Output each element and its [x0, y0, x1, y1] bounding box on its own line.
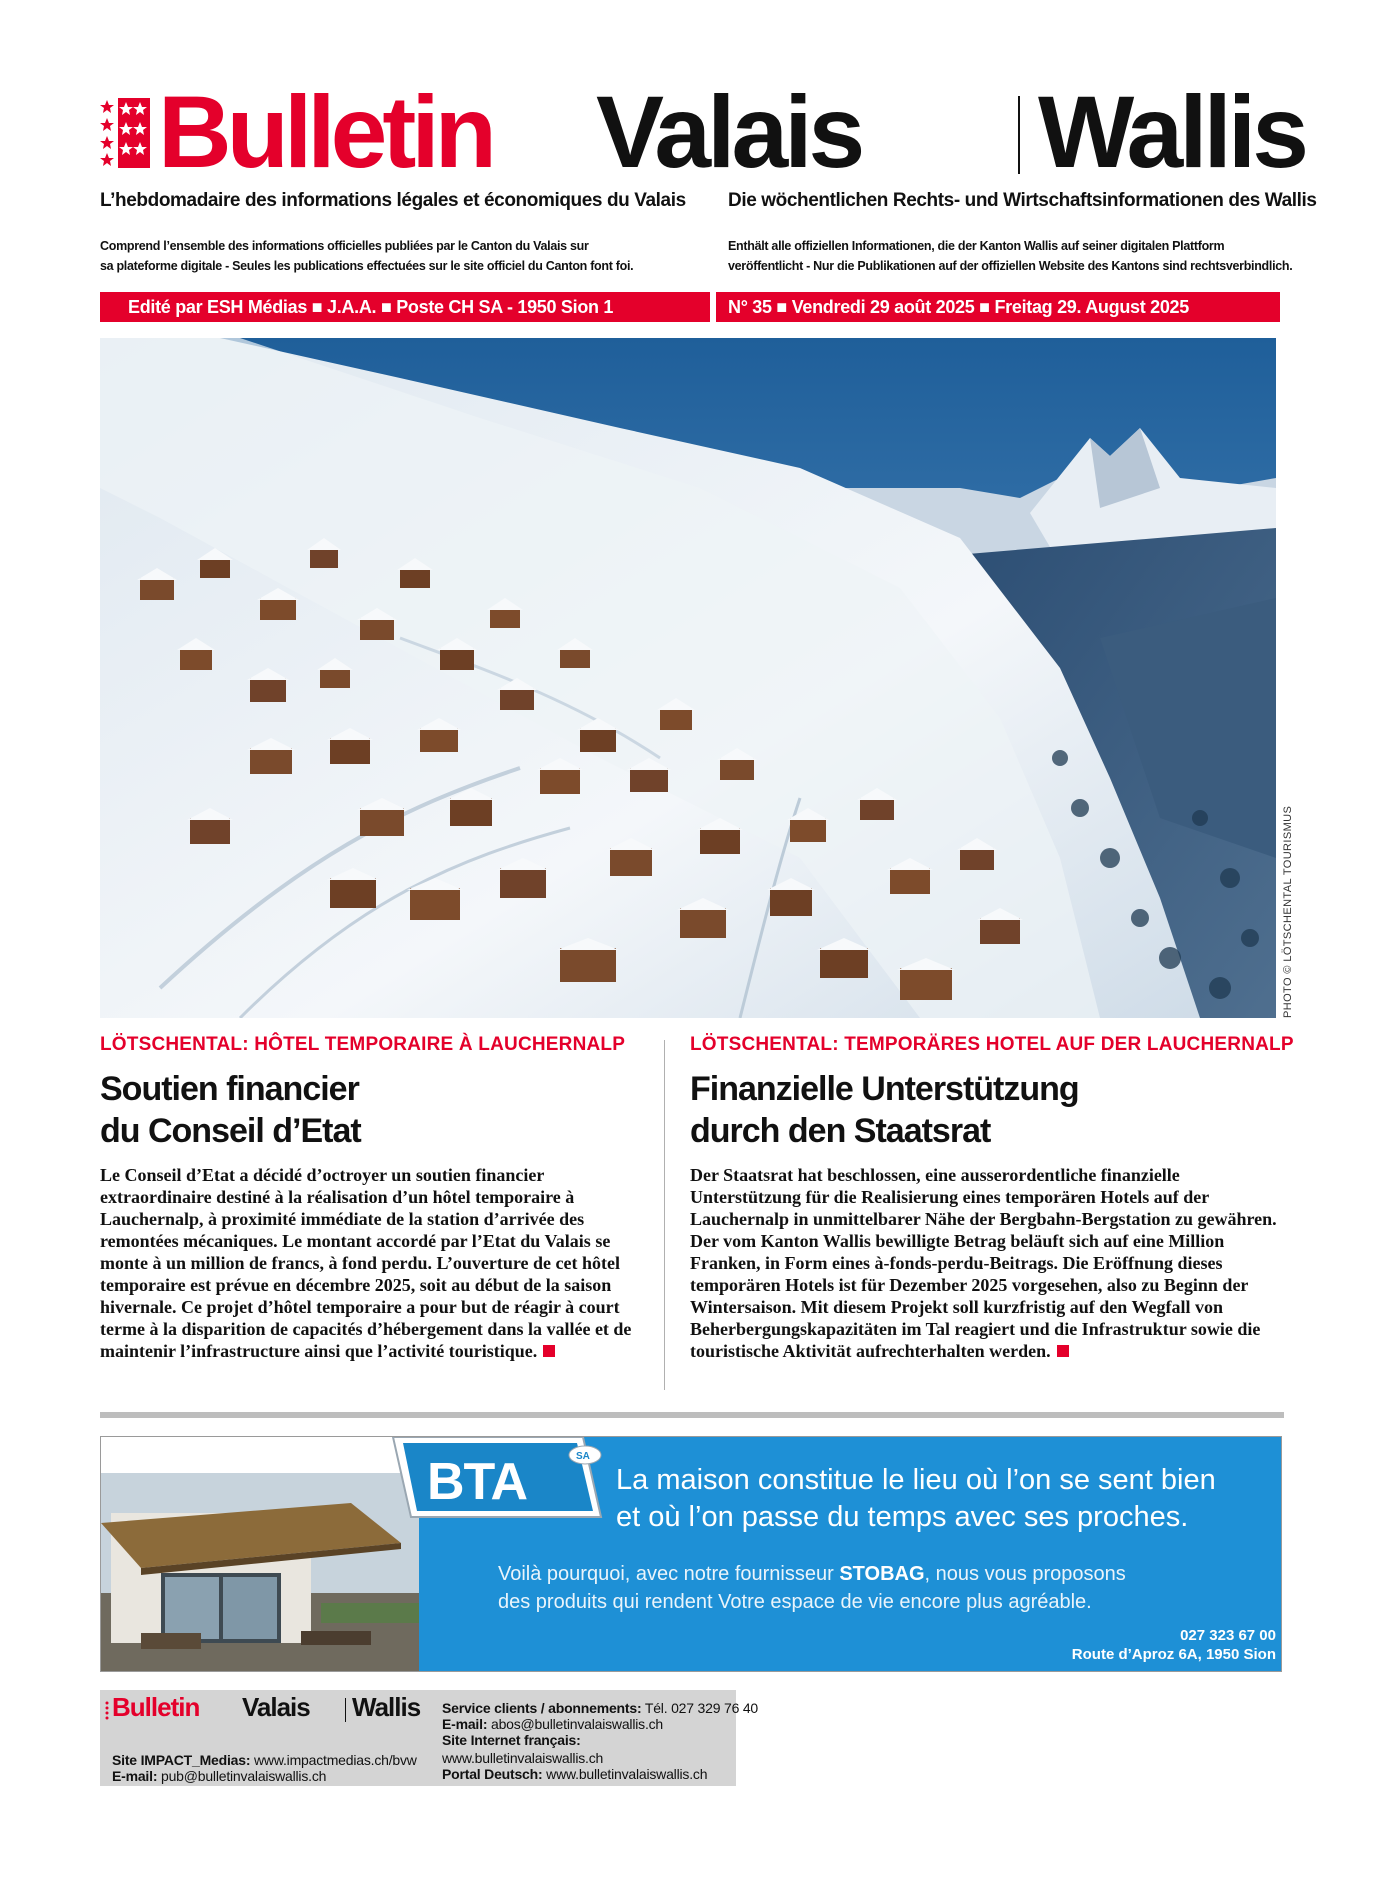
- footer-impact-label: Site IMPACT_Medias:: [112, 1752, 251, 1768]
- bta-logo: [387, 1437, 617, 1537]
- subtitle-fr-line1: Comprend l’ensemble des informations officielles publiées par le Canton du Valais sur: [100, 239, 589, 253]
- article-de-body: [690, 1164, 1284, 1362]
- footer-site-fr-label-text: Site Internet français:: [442, 1732, 581, 1748]
- article-fr-body: [100, 1164, 648, 1362]
- footer-brand-bulletin: Bulletin: [112, 1692, 200, 1722]
- article-de-headline-line2: durch den Staatsrat: [690, 1112, 991, 1150]
- ad-headline-line1: La maison constitue le lieu où l’on se sent bien: [616, 1464, 1216, 1496]
- article-fr-headline-line2: du Conseil d’Etat: [100, 1112, 361, 1150]
- article-de-kicker: LÖTSCHENTAL: TEMPORÄRES HOTEL AUF DER LAUCHERNALP: [690, 1034, 1294, 1055]
- bta-logo-sa: SA: [576, 1451, 590, 1462]
- masthead-separator: [1018, 96, 1020, 174]
- footer-brand-wallis: Wallis: [352, 1692, 421, 1722]
- article-de-headline: [690, 1068, 1079, 1152]
- footer-service-phone[interactable]: Tél. 027 329 76 40: [644, 1700, 759, 1716]
- hero-photo-lauchernalp: [100, 338, 1276, 1018]
- footer-brand-valais: Valais: [242, 1692, 310, 1722]
- issue-bar-divider: [710, 292, 716, 322]
- section-separator: [100, 1412, 1284, 1418]
- footer-portal-de-label: Portal Deutsch:: [442, 1766, 543, 1782]
- footer-impact-site: [112, 1752, 417, 1768]
- bta-logo-text: BTA: [427, 1453, 528, 1511]
- footer-email-label: E-mail:: [442, 1716, 488, 1732]
- footer-email-link[interactable]: abos@bulletinvalaiswallis.ch: [490, 1716, 664, 1732]
- tagline-fr: L’hebdomadaire des informations légales et économiques du Valais: [100, 190, 686, 211]
- canton-stars-icon: [100, 98, 150, 168]
- footer-portal-de-link[interactable]: www.bulletinvalaiswallis.ch: [546, 1766, 708, 1782]
- ad-text-line1-a: Voilà pourquoi, avec notre fournisseur: [498, 1563, 840, 1585]
- article-fr-body-text: Le Conseil d’Etat a décidé d’octroyer un soutien financier extraordinaire destiné à la réalisation d’un hôtel temporaire à Lauchernalp, à proximité immédiate de la station d’arrivée des remontées mécaniques. Le montant accordé par l’Etat du Valais se monte à un million de francs, à fond perdu. L’ouverture de cet hôtel temporaire est prévue en décembre 2025, soit au début de la saison hivernale. Ce projet d’hôtel temporaire a pour but de réagir à court terme à la disparition de capacités d’hébergement dans la vallée et de maintenir l’infrastructure ainsi que l’activité touristique.: [100, 1165, 632, 1361]
- ad-text-line1: [498, 1560, 1126, 1588]
- ad-address: Route d’Aproz 6A, 1950 Sion: [1071, 1646, 1276, 1663]
- tagline-de: Die wöchentlichen Rechts- und Wirtschaftsinformationen des Wallis: [728, 190, 1317, 211]
- footer-brand-separator: [345, 1698, 346, 1722]
- ad-headline-line2: et où l’on passe du temps avec ses proches.: [616, 1501, 1189, 1533]
- article-de-body-text: Der Staatsrat hat beschlossen, eine ausserordentliche finanzielle Unterstützung für die Realisierung eines temporären Hotels auf der Lauchernalp in unmittelbarer Nähe der Bergbahn-Bergstation zu gewähren. Der vom Kanton Wallis bewilligte Betrag beläuft sich auf eine Million Franken, in Form eines à-fonds-perdu-Beitrags. Die Eröffnung dieses temporären Hotels ist für Dezember 2025 vorgesehen, also zu Beginn der Wintersaison. Mit diesem Projekt soll kurzfristig auf den Wegfall von Beherbergungskapazitäten im Tal reagiert und die Infrastruktur sowie die touristische Aktivität aufrechterhalten werden.: [690, 1165, 1277, 1361]
- subtitle-fr: [100, 236, 700, 276]
- footer-stars-icon: [104, 1700, 110, 1720]
- issue-bar-date: N° 35 ■ Vendredi 29 août 2025 ■ Freitag 29. August 2025: [728, 297, 1189, 317]
- subtitle-de: [728, 236, 1328, 276]
- ad-text-line1-b: , nous vous proposons: [924, 1563, 1126, 1585]
- ad-awning-house-photo: [101, 1473, 419, 1671]
- end-mark-icon: [543, 1345, 555, 1357]
- subtitle-de-line2: veröffentlicht - Nur die Publikationen auf der offiziellen Website des Kantons sind rechtsverbindlich.: [728, 259, 1293, 273]
- masthead-brand-wallis: Wallis: [1038, 75, 1305, 189]
- masthead: [100, 75, 1305, 189]
- footer-pub-email: [112, 1768, 326, 1784]
- masthead-brand-valais: Valais: [596, 75, 862, 189]
- issue-bar: [100, 292, 1280, 322]
- article-fr-headline: [100, 1068, 361, 1152]
- article-fr-kicker: LÖTSCHENTAL: HÔTEL TEMPORAIRE À LAUCHERNALP: [100, 1034, 626, 1055]
- footer-portal-de: [442, 1766, 707, 1782]
- subtitle-fr-line2: sa plateforme digitale - Seules les publications effectuées sur le site officiel du Canton font foi.: [100, 259, 634, 273]
- column-separator: [664, 1040, 665, 1390]
- footer-impact-link[interactable]: www.impactmedias.ch/bvw: [254, 1752, 417, 1768]
- ad-text-line2: des produits qui rendent Votre espace de vie encore plus agréable.: [498, 1591, 1092, 1613]
- ad-headline: [616, 1462, 1216, 1536]
- footer-service-label: Service clients / abonnements:: [442, 1700, 642, 1716]
- subtitle-de-line1: Enthält alle offiziellen Informationen, die der Kanton Wallis auf seiner digitalen Plattform: [728, 239, 1225, 253]
- article-fr-headline-line1: Soutien financier: [100, 1070, 359, 1108]
- issue-bar-publisher: Edité par ESH Médias ■ J.A.A. ■ Poste CH SA - 1950 Sion 1: [128, 297, 614, 317]
- footer-site-fr-link[interactable]: www.bulletinvalaiswallis.ch: [442, 1750, 604, 1766]
- footer-email: [442, 1716, 663, 1732]
- ad-contact: [900, 1626, 1276, 1664]
- footer-pub-link[interactable]: pub@bulletinvalaiswallis.ch: [160, 1768, 327, 1784]
- footer-site-fr-label: [442, 1732, 581, 1748]
- ad-phone[interactable]: 027 323 67 00: [1180, 1627, 1276, 1644]
- footer-service: [442, 1700, 758, 1716]
- ad-text-brand: STOBAG: [839, 1563, 925, 1585]
- footer-pub-label: E-mail:: [112, 1768, 158, 1784]
- article-de-headline-line1: Finanzielle Unterstützung: [690, 1070, 1079, 1108]
- masthead-brand-bulletin: Bulletin: [158, 75, 492, 189]
- end-mark-icon: [1057, 1345, 1069, 1357]
- ad-text: [498, 1560, 1126, 1616]
- photo-credit: PHOTO © LÖTSCHENTAL TOURISMUS: [1282, 805, 1294, 1018]
- snowy-village-illustration: [100, 338, 1276, 1018]
